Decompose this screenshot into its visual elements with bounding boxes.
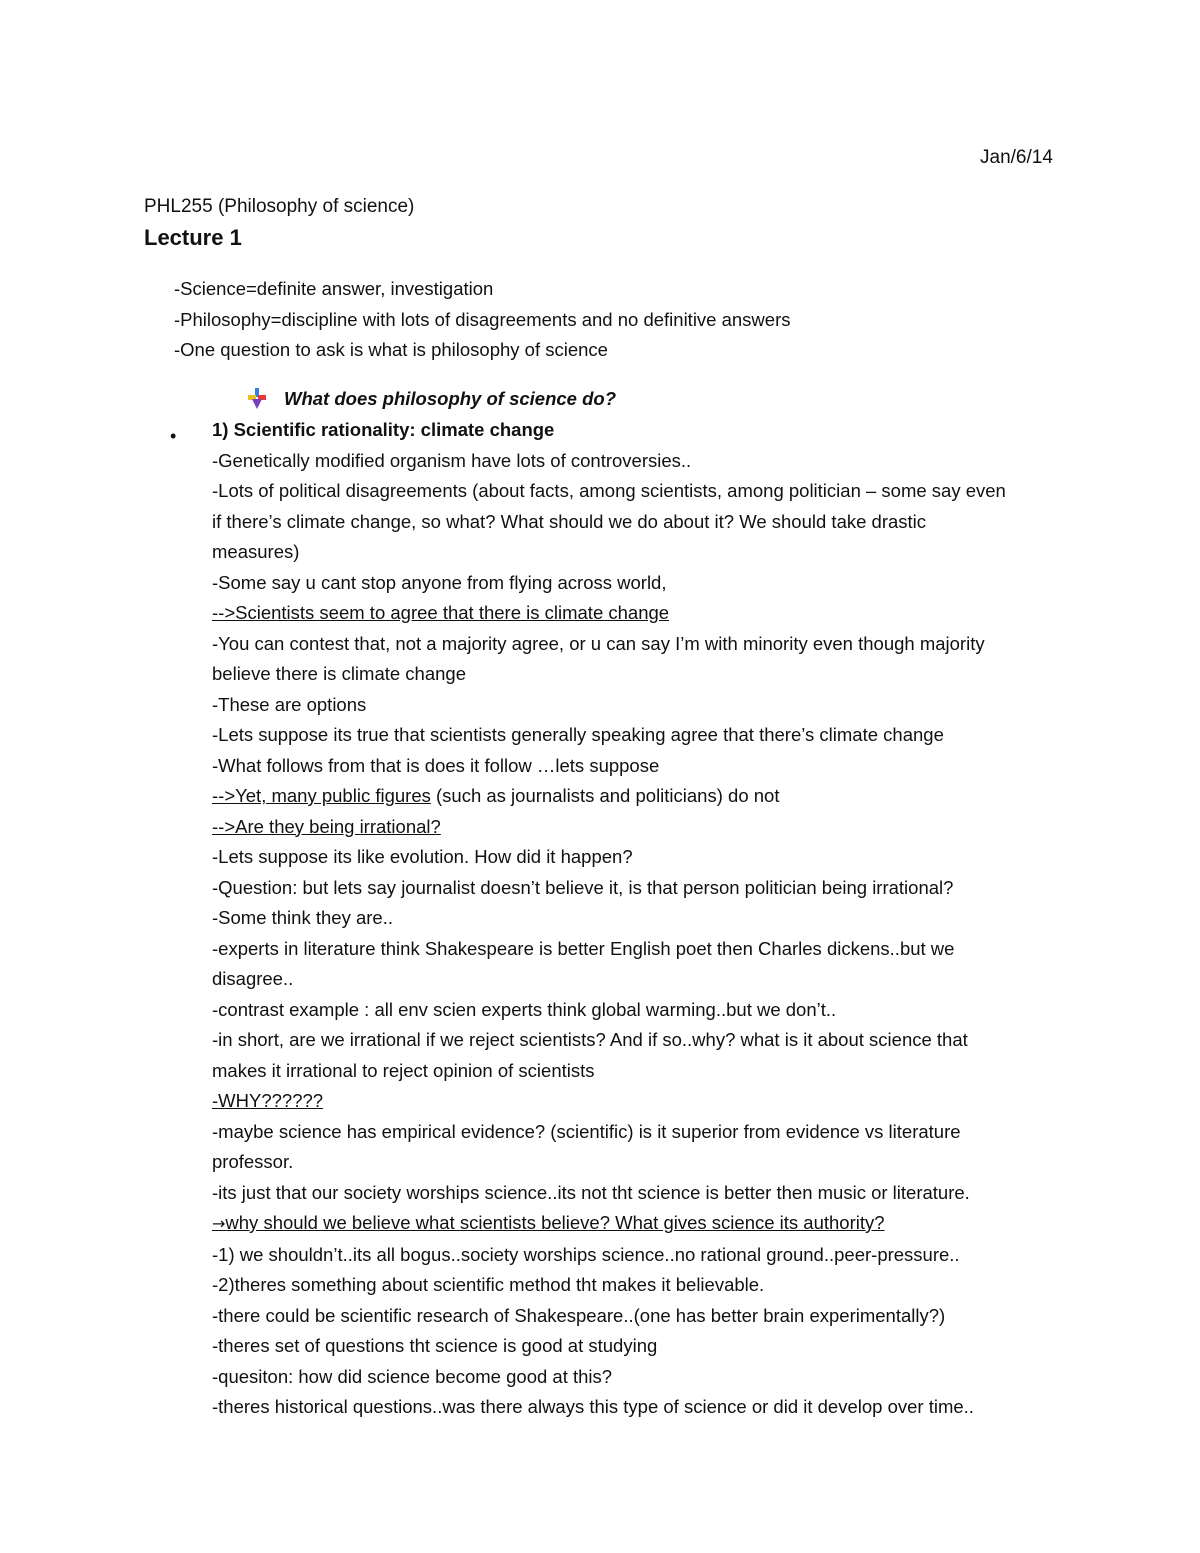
note-line: disagree.. <box>212 968 294 989</box>
note-line-underlined-part: why should we believe what scientists believe? What gives science its authority? <box>225 1212 885 1233</box>
note-line: -theres set of questions tht science is good at studying <box>212 1335 658 1356</box>
note-line: -Lots of political disagreements (about facts, among scientists, among politician – some say even <box>212 480 1006 501</box>
note-line-underlined-part: -->Yet, many public figures <box>212 785 431 806</box>
course-title: PHL255 (Philosophy of science) <box>144 196 415 217</box>
four-color-arrow-icon <box>246 387 268 411</box>
note-line: -in short, are we irrational if we reject scientists? And if so..why? what is it about science that <box>212 1029 968 1050</box>
note-line: -maybe science has empirical evidence? (scientific) is it superior from evidence vs literature <box>212 1120 961 1142</box>
note-line: -theres historical questions..was there always this type of science or did it develop over time.. <box>212 1396 974 1417</box>
bullet-dot: • <box>170 426 177 446</box>
right-arrow-icon: → <box>212 1214 226 1233</box>
note-line: -Some say u cant stop anyone from flying across world, <box>212 571 667 593</box>
note-line: -Lets suppose its like evolution. How did it happen? <box>212 846 633 867</box>
note-line-plain-part: (such as journalists and politicians) do not <box>430 785 780 806</box>
note-line: -its just that our society worships science..its not tht science is better then music or literature. <box>212 1181 970 1203</box>
note-line-underlined-part: -->Are they being irrational? <box>212 815 441 837</box>
note-line-underlined-part: -WHY?????? <box>212 1090 324 1111</box>
note-line: measures) <box>212 541 300 562</box>
note-line: -Genetically modified organism have lots of controversies.. <box>212 449 692 471</box>
intro-line: -Philosophy=discipline with lots of disagreements and no definitive answers <box>174 308 791 330</box>
lecture-heading: Lecture 1 <box>144 225 242 250</box>
note-line: professor. <box>212 1151 294 1172</box>
lecture-date: Jan/6/14 <box>980 147 1053 168</box>
note-line: makes it irrational to reject opinion of scientists <box>212 1059 595 1081</box>
note-line: -contrast example : all env scien experts think global warming..but we don’t.. <box>212 998 837 1020</box>
intro-line: -One question to ask is what is philosophy of science <box>174 339 608 360</box>
note-line: -Lets suppose its true that scientists generally speaking agree that there’s climate change <box>212 724 944 745</box>
note-line: -experts in literature think Shakespeare is better English poet then Charles dickens..but we <box>212 937 955 959</box>
note-line-underlined: -->Scientists seem to agree that there is climate change <box>212 602 670 623</box>
section-title: What does philosophy of science do? <box>284 388 616 409</box>
note-line: -2)theres something about scientific method tht makes it believable. <box>212 1274 765 1295</box>
note-line: -there could be scientific research of Shakespeare..(one has better brain experimentally?) <box>212 1304 946 1326</box>
note-line: -quesiton: how did science become good at this? <box>212 1365 613 1387</box>
intro-line: -Science=definite answer, investigation <box>174 278 494 299</box>
note-line-underlined <box>212 1208 1072 1240</box>
section-heading <box>246 385 616 413</box>
topic-heading: 1) Scientific rationality: climate change <box>212 419 555 440</box>
note-line: if there’s climate change, so what? What should we do about it? We should take drastic <box>212 510 927 532</box>
note-line: believe there is climate change <box>212 663 467 684</box>
note-line: -Some think they are.. <box>212 907 393 928</box>
topic-notes <box>212 415 1072 1423</box>
note-line: -What follows from that is does it follow …lets suppose <box>212 754 660 776</box>
note-line: -1) we shouldn’t..its all bogus..society worships science..no rational ground..peer-pressure.. <box>212 1243 960 1265</box>
note-line-mixed <box>212 781 1072 812</box>
note-line: -You can contest that, not a majority agree, or u can say I’m with minority even though majority <box>212 632 985 654</box>
intro-notes <box>174 274 1074 366</box>
note-line: -These are options <box>212 693 367 715</box>
note-line-underlined <box>212 812 1072 843</box>
note-line-underlined <box>212 1086 1072 1117</box>
note-line: -Question: but lets say journalist doesn’t believe it, is that person politician being irrational? <box>212 876 954 898</box>
